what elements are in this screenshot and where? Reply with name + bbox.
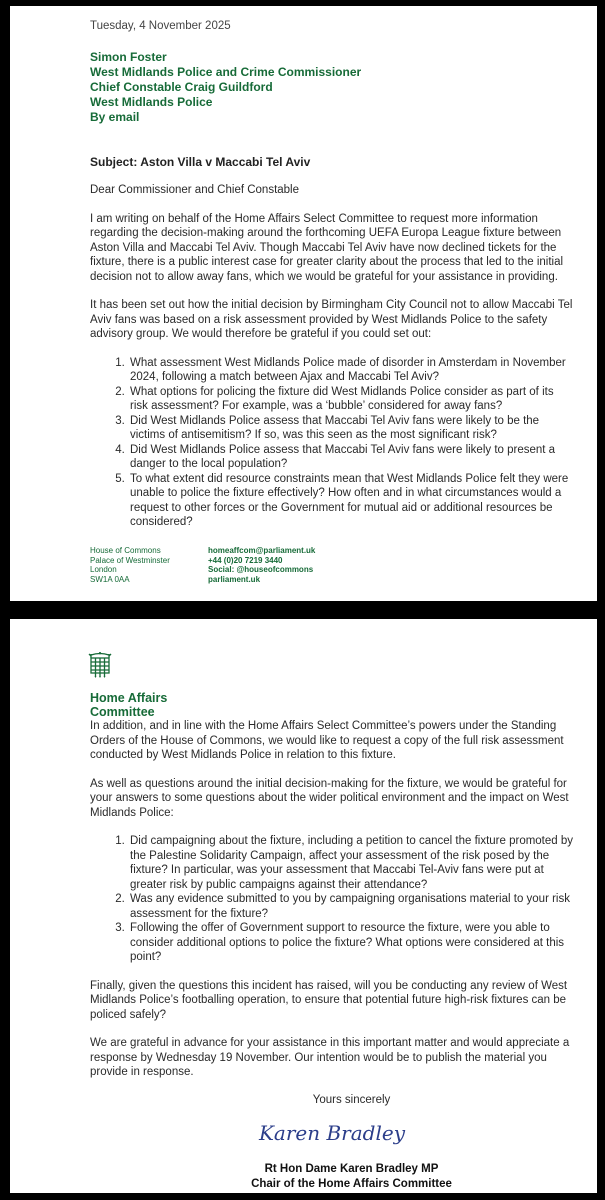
footer-social: Social: @houseofcommons [208, 565, 314, 574]
question-item: 4. Did West Midlands Police assess that Maccabi Tel Aviv fans were likely to present a danger to the local population? [128, 443, 573, 472]
question-list [90, 356, 573, 530]
committee-line: Home Affairs [90, 691, 168, 705]
question-item: 3. Following the offer of Government support to resource the fixture, were you able to consider additional options to police the fixture? What options were considered at this point? [128, 921, 573, 965]
paragraph: It has been set out how the initial decision by Birmingham City Council not to allow Maccabi Tel Aviv fans was based on a risk assessment provided by West Midlands Police to the safety advisory group. We would therefore be grateful if you could set out: [90, 299, 573, 340]
address-line: By email [90, 110, 140, 124]
paragraph: As well as questions around the initial decision-making for the fixture, we would be grateful for your answers to some questions about the wider political environment and the impact on West Midlands Police: [90, 777, 569, 819]
paragraph: We are grateful in advance for your assistance in this important matter and would appreciate a response by Wednesday 19 November. Our intention would be to publish the material you provide in response. [90, 1037, 570, 1078]
question-item: 3. Did West Midlands Police assess that Maccabi Tel Aviv fans were likely to be the victims of antisemitism? If so, was this seen as the most significant risk? [128, 414, 573, 443]
footer-address-line: London [90, 565, 117, 574]
paragraph: I am writing on behalf of the Home Affairs Select Committee to request more information regarding the decision-making around the forthcoming UEFA Europa League fixture between Aston Villa and Maccabi Tel Aviv. Though Maccabi Tel Aviv have now declined tickets for the fixture, there is a public interest case for greater clarity about the process that led to the initial decision not to allow away fans, which we would be grateful for your assistance in providing. [90, 212, 564, 283]
signature [242, 1112, 422, 1152]
footer-address [90, 546, 208, 584]
footer-website: parliament.uk [208, 574, 261, 584]
address-line: West Midlands Police and Crime Commissioner [90, 65, 362, 79]
question-item: 2. Was any evidence submitted to you by campaigning organisations material to your risk assessment for the fixture? [128, 892, 573, 921]
address-line: Simon Foster [90, 50, 167, 64]
question-item: 1. Did campaigning about the fixture, including a petition to cancel the fixture promoted by the Palestine Solidarity Campaign, affect your assessment of the risk posed by the fixture? In particular, was your assessment that Maccabi Tel-Aviv fans were put at greater risk by public campaigns against their attendance? [128, 834, 573, 892]
closing: Yours sincerely [312, 1093, 391, 1106]
address-line: Chief Constable Craig Guildford [90, 80, 273, 94]
question-list [90, 834, 573, 965]
signatory-title: Chair of the Home Affairs Committee [251, 1177, 452, 1190]
salutation: Dear Commissioner and Chief Constable [90, 184, 300, 196]
question-item: 5. To what extent did resource constraints mean that West Midlands Police felt they were unable to police the fixture effectively? How often and in what circumstances would a request to other forces or the Government for mutual aid or additional resources be considered? [128, 472, 573, 530]
footer-address-line: SW1A 0AA [90, 574, 130, 584]
footer-address-line: House of Commons [90, 546, 161, 555]
committee-name [90, 691, 573, 719]
letter-footer [90, 546, 570, 584]
portcullis-icon [88, 651, 112, 679]
signature-text: Karen Bradley [258, 1120, 405, 1145]
question-item: 2. What options for policing the fixture did West Midlands Police consider as part of its risk assessment? For example, was a ‘bubble’ considered for away fans? [128, 385, 573, 414]
letter-page-2 [10, 619, 597, 1193]
paragraph: In addition, and in line with the Home Affairs Select Committee’s powers under the Standing Orders of the House of Commons, we would like to request a copy of the full risk assessment conducted by West Midlands Police in relation to this fixture. [90, 720, 564, 761]
footer-phone: +44 (0)20 7219 3440 [208, 555, 283, 565]
signatory-name: Rt Hon Dame Karen Bradley MP [264, 1162, 439, 1175]
letter-subject: Subject: Aston Villa v Maccabi Tel Aviv [90, 155, 311, 169]
footer-contact [208, 546, 315, 584]
letter-page-1 [10, 6, 597, 601]
footer-email: homeaffcom@parliament.uk [208, 546, 316, 555]
letter-date: Tuesday, 4 November 2025 [90, 20, 231, 32]
question-item: 1. What assessment West Midlands Police made of disorder in Amsterdam in November 2024, following a match between Ajax and Maccabi Tel Aviv? [128, 356, 573, 385]
committee-line: Committee [90, 705, 155, 719]
address-line: West Midlands Police [90, 95, 213, 109]
paragraph: Finally, given the questions this incident has raised, will you be conducting any review of West Midlands Police’s footballing operation, to ensure that potential future high-risk fixtures can be policed safely? [90, 979, 568, 1021]
footer-address-line: Palace of Westminster [90, 555, 170, 565]
recipient-address [90, 50, 573, 125]
signatory-block [130, 1162, 573, 1192]
